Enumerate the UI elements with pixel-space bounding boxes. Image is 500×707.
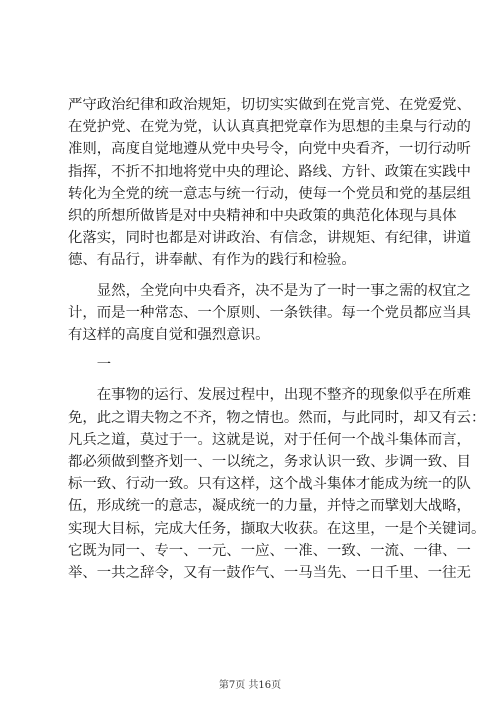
- section-number: 一: [68, 357, 112, 374]
- text-line: 都必须做到整齐划一、一以统之，务求认识一致、步调一致、目: [68, 454, 471, 471]
- paragraph-3: [68, 384, 486, 584]
- text-line: 化落实，同时也都是对讲政治、有信念，讲规矩、有纪律，讲道: [68, 230, 471, 247]
- text-line: 标一致、行动一致。只有这样，这个战斗集体才能成为统一的队: [68, 476, 471, 493]
- text-line: 计，而是一种常态、一个原则、一条铁律。每一个党员都应当具: [68, 304, 471, 321]
- section-heading: [68, 354, 456, 376]
- text-line: 它既为同一、专一、一元、一应、一准、一致、一流、一律、一: [68, 542, 471, 559]
- text-line: 织的所想所做皆是对中央精神和中央政策的典范化体现与具体: [68, 208, 457, 225]
- text-line: 举、一共之辞令，又有一鼓作气、一马当先、一日千里、一往无: [68, 565, 471, 582]
- page-footer: 第7页 共16页: [218, 680, 282, 691]
- text-line: 德、有品行，讲奉献、有作为的践行和检验。: [68, 252, 356, 269]
- paragraph-2: [68, 280, 471, 347]
- text-line: 准则，高度自觉地遵从党中央号令，向党中央看齐，一切行动听: [68, 141, 471, 158]
- paragraph-1: [68, 94, 471, 272]
- document-body: [68, 94, 486, 584]
- text-line: 指挥，不折不扣地将党中央的理论、路线、方针、政策在实践中: [68, 163, 471, 180]
- text-line: 严守政治纪律和政治规矩，切切实实做到在党言党、在党爱党、: [68, 97, 471, 113]
- text-line: 显然，全党向中央看齐，决不是为了一时一事之需的权宜之: [68, 282, 471, 299]
- text-line: 在党护党、在党为党，认认真真把党章作为思想的圭臬与行动的: [68, 119, 471, 136]
- text-line: 伍，形成统一的意志，凝成统一的力量，并恃之而擘划大战略，: [68, 498, 471, 515]
- text-line: 免，此之谓夫物之不齐，物之情也。然而，与此同时，却又有云：: [68, 409, 486, 426]
- text-line: 有这样的高度自觉和强烈意识。: [68, 327, 270, 344]
- text-line: 在事物的运行、发展过程中，出现不整齐的现象似乎在所难: [68, 387, 471, 404]
- text-line: 转化为全党的统一意志与统一行动，使每一个党员和党的基层组: [68, 185, 471, 202]
- text-line: 凡兵之道，莫过于一。这就是说，对于任何一个战斗集体而言，: [68, 431, 471, 448]
- text-line: 实现大目标，完成大任务，撷取大收获。在这里，一是个关键词。: [68, 520, 486, 537]
